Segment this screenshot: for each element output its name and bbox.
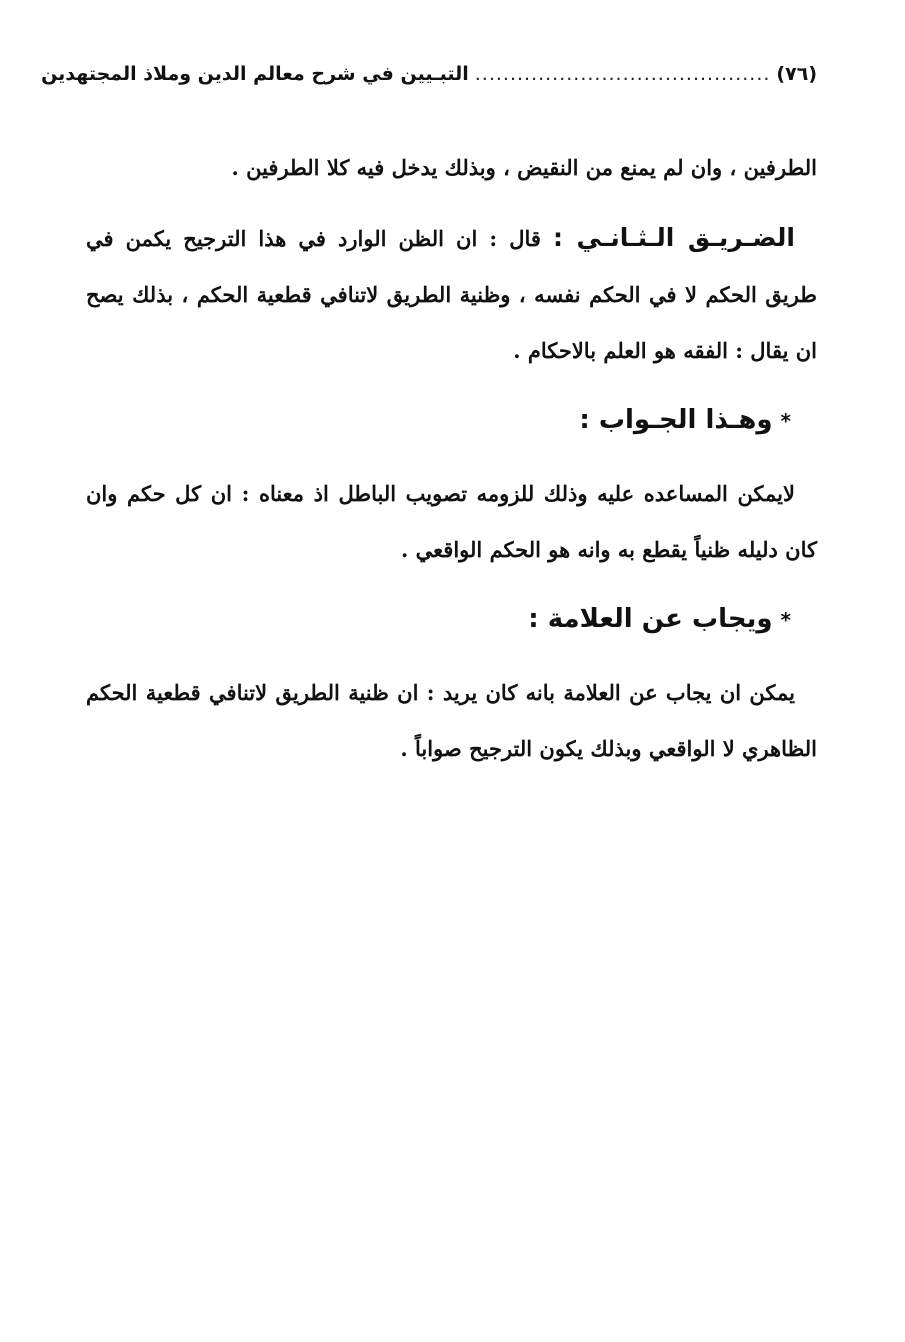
paragraph-second-way bbox=[86, 210, 817, 379]
header-leader-dots: .......................................... bbox=[474, 63, 771, 85]
second-way-text: قال : ان الظن الوارد في هذا الترجيح يكمن في طريق الحكم لا في الحكم نفسه ، وظنية الطريق لاتنافي قطعية الحكم ، بذلك يصح ان يقال : الفقه هو العلم بالاحكام . bbox=[86, 226, 817, 363]
page-number: (٧٦) bbox=[776, 63, 817, 85]
page-body bbox=[86, 140, 817, 791]
paragraph-continuation: الطرفين ، وان لم يمنع من النقيض ، وبذلك يدخل فيه كلا الطرفين . bbox=[231, 155, 817, 180]
star-bullet-icon: * bbox=[780, 409, 791, 433]
star-bullet-icon: * bbox=[780, 608, 791, 632]
paragraph-reply-allama: يمكن ان يجاب عن العلامة بانه كان يريد : ان ظنية الطريق لاتنافي قطعية الحكم الظاهري لا الواقعي وبذلك يكون الترجيح صواباً . bbox=[86, 680, 817, 761]
second-way-lead-term: الضـريـق الـثـانـي : bbox=[553, 223, 795, 252]
paragraph-answer: لايمكن المساعده عليه وذلك للزومه تصويب الباطل اذ معناه : ان كل حكم وان كان دليله ظنياً يقطع به وانه هو الحكم الواقعي . bbox=[86, 481, 817, 562]
heading-reply-allama bbox=[86, 592, 817, 647]
heading-answer bbox=[86, 393, 817, 448]
book-title: التبـيين في شرح معالم الدين وملاذ المجتهدين bbox=[41, 63, 469, 85]
heading-answer-text: وهـذا الجـواب : bbox=[579, 405, 773, 435]
running-header bbox=[41, 54, 817, 94]
heading-reply-allama-text: ويجاب عن العلامة : bbox=[528, 604, 773, 634]
